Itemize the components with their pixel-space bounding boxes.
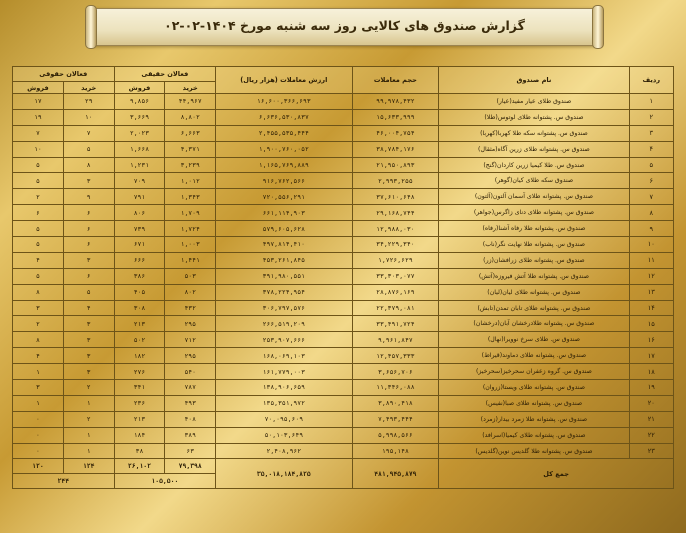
cell-legal-buy: ۳ <box>63 173 114 189</box>
cell-real-buy: ۸,۸۰۲ <box>165 109 216 125</box>
cell-real-buy: ۴۰۸ <box>165 411 216 427</box>
cell-real-buy: ۲۹۵ <box>165 316 216 332</box>
total-real-sell: ۲۶,۱۰۲ <box>114 459 165 474</box>
cell-fund-name: صندوق س. پشتوانه سکه طلا کهربا(کهربا) <box>439 125 629 141</box>
cell-trade-volume: ۳۳,۳۰۳,۰۷۷ <box>352 268 439 284</box>
cell-trade-volume: ۱۲,۹۸۸,۰۳۰ <box>352 221 439 237</box>
cell-legal-buy: ۶ <box>63 205 114 221</box>
cell-row-number: ۳ <box>629 125 673 141</box>
table-row <box>13 316 674 332</box>
cell-row-number: ۲۲ <box>629 427 673 443</box>
header-fund-name: نام صندوق <box>439 67 629 94</box>
cell-row-number: ۱۵ <box>629 316 673 332</box>
cell-real-buy: ۵۴۰ <box>165 364 216 380</box>
cell-row-number: ۹ <box>629 221 673 237</box>
header-real-sell: فروش <box>114 82 165 94</box>
cell-real-sell: ۸۰۶ <box>114 205 165 221</box>
cell-legal-buy: ۲۹ <box>63 94 114 110</box>
total-legal-sell: ۱۲۰ <box>13 459 64 474</box>
cell-legal-sell: ۶ <box>13 205 64 221</box>
cell-real-buy: ۸۰۲ <box>165 284 216 300</box>
cell-row-number: ۱۰ <box>629 237 673 253</box>
commodity-funds-table <box>12 66 674 489</box>
cell-row-number: ۱۷ <box>629 348 673 364</box>
cell-real-sell: ۷۰۹ <box>114 173 165 189</box>
cell-legal-sell: ۵ <box>13 173 64 189</box>
cell-real-buy: ۷۸۷ <box>165 380 216 396</box>
cell-fund-name: صندوق س. پشتوانه طلای لیان(لیان) <box>439 284 629 300</box>
cell-legal-sell: ۰ <box>13 427 64 443</box>
cell-trade-volume: ۱۵,۶۳۳,۹۹۹ <box>352 109 439 125</box>
cell-real-buy: ۴۴,۹۶۷ <box>165 94 216 110</box>
cell-legal-buy: ۷ <box>63 125 114 141</box>
cell-legal-buy: ۸ <box>63 157 114 173</box>
cell-fund-name: صندوق س. پشتوانه طلا گلدیس نوین(گلدیس) <box>439 443 629 459</box>
cell-fund-name: صندوق س. پشتوانه طلا نهایت نگر(ناب) <box>439 237 629 253</box>
cell-real-buy: ۱,۷۰۹ <box>165 205 216 221</box>
cell-trade-value: ۱۳۸,۹۰۶,۶۵۹ <box>216 380 352 396</box>
table-row <box>13 300 674 316</box>
cell-trade-volume: ۷,۴۹۳,۴۴۴ <box>352 411 439 427</box>
cell-real-buy: ۱,۳۴۳ <box>165 189 216 205</box>
cell-trade-value: ۳۷۸,۲۲۴,۹۵۴ <box>216 284 352 300</box>
cell-legal-sell: ۱۹ <box>13 109 64 125</box>
total-label: جمع کل <box>439 459 674 489</box>
header-legal-sell: فروش <box>13 82 64 94</box>
cell-trade-value: ۳۹۱,۹۸۰,۵۵۱ <box>216 268 352 284</box>
table-row <box>13 221 674 237</box>
cell-real-buy: ۶۳ <box>165 443 216 459</box>
cell-fund-name: صندوق س. پشتوانه طلا رفاه آشنا(رفاه) <box>439 221 629 237</box>
cell-legal-buy: ۱۰ <box>63 109 114 125</box>
total-volume: ۴۸۱,۹۴۵,۸۷۹ <box>352 459 439 489</box>
cell-trade-value: ۴۵۳,۲۶۱,۸۴۵ <box>216 252 352 268</box>
header-legal-buy: خرید <box>63 82 114 94</box>
cell-trade-volume: ۱۲,۴۵۷,۳۳۳ <box>352 348 439 364</box>
cell-real-buy: ۱,۰۰۳ <box>165 237 216 253</box>
cell-trade-volume: ۳۷,۶۱۰,۶۴۸ <box>352 189 439 205</box>
cell-real-buy: ۱,۴۴۱ <box>165 252 216 268</box>
cell-row-number: ۱۱ <box>629 252 673 268</box>
table-row <box>13 348 674 364</box>
cell-legal-buy: ۶ <box>63 221 114 237</box>
cell-real-sell: ۱,۲۳۱ <box>114 157 165 173</box>
cell-fund-name: صندوق س. طلای سرخ نوویرا(نهال) <box>439 332 629 348</box>
cell-row-number: ۱ <box>629 94 673 110</box>
cell-row-number: ۱۸ <box>629 364 673 380</box>
cell-legal-buy: ۲ <box>63 380 114 396</box>
cell-row-number: ۲۱ <box>629 411 673 427</box>
cell-legal-buy: ۱ <box>63 443 114 459</box>
cell-real-buy: ۳,۲۳۹ <box>165 157 216 173</box>
cell-legal-sell: ۳ <box>13 380 64 396</box>
table-row <box>13 395 674 411</box>
cell-legal-buy: ۱ <box>63 427 114 443</box>
cell-legal-buy: ۳ <box>63 332 114 348</box>
cell-legal-sell: ۱۷ <box>13 94 64 110</box>
cell-legal-sell: ۱۰ <box>13 141 64 157</box>
cell-row-number: ۶ <box>629 173 673 189</box>
cell-real-sell: ۳,۶۶۹ <box>114 109 165 125</box>
cell-row-number: ۸ <box>629 205 673 221</box>
cell-real-buy: ۴۳۲ <box>165 300 216 316</box>
cell-fund-name: صندوق س. پشتوانه طلا زمرد بیدار(زمرد) <box>439 411 629 427</box>
header-real-buy: خرید <box>165 82 216 94</box>
cell-trade-value: ۱۶۱,۷۷۹,۰۰۳ <box>216 364 352 380</box>
cell-legal-sell: ۸ <box>13 284 64 300</box>
cell-trade-value: ۱,۹۰۰,۷۶۰,۰۵۲ <box>216 141 352 157</box>
cell-legal-sell: ۱ <box>13 364 64 380</box>
cell-fund-name: صندوق س. طلا کیمیا زرین کاردان(گنج) <box>439 157 629 173</box>
total-value: ۳۵,۰۱۸,۱۸۴,۸۲۵ <box>216 459 352 489</box>
cell-real-sell: ۳۰۸ <box>114 300 165 316</box>
cell-legal-buy: ۲ <box>63 411 114 427</box>
header-real-traders: فعالان حقیقی <box>114 67 216 82</box>
cell-trade-volume: ۳۸,۷۸۴,۱۷۶ <box>352 141 439 157</box>
cell-legal-sell: ۲ <box>13 316 64 332</box>
cell-trade-value: ۶۶۱,۱۱۴,۹۰۳ <box>216 205 352 221</box>
table-row <box>13 109 674 125</box>
table-row <box>13 94 674 110</box>
cell-trade-volume: ۲۲,۳۷۹,۰۸۱ <box>352 300 439 316</box>
cell-fund-name: صندوق سکه طلای کیان(گوهر) <box>439 173 629 189</box>
table-row <box>13 252 674 268</box>
cell-trade-volume: ۲۸,۸۷۶,۱۶۹ <box>352 284 439 300</box>
cell-real-sell: ۲۷۶ <box>114 364 165 380</box>
cell-legal-buy: ۵ <box>63 284 114 300</box>
table-row <box>13 189 674 205</box>
cell-row-number: ۱۲ <box>629 268 673 284</box>
cell-real-buy: ۴۹۳ <box>165 395 216 411</box>
header-legal-traders: فعالان حقوقی <box>13 67 115 82</box>
cell-trade-volume: ۴۶,۰۰۴,۷۵۴ <box>352 125 439 141</box>
cell-row-number: ۲۰ <box>629 395 673 411</box>
cell-real-buy: ۳۸۹ <box>165 427 216 443</box>
cell-row-number: ۱۴ <box>629 300 673 316</box>
cell-fund-name: صندوق س. پشتوانه طلادرخشان آبان(درخشان) <box>439 316 629 332</box>
cell-fund-name: صندوق س. پشتوانه طلای دنای زاگرس(جواهر) <box>439 205 629 221</box>
cell-legal-buy: ۳ <box>63 252 114 268</box>
total-real-sum: ۱۰۵,۵۰۰ <box>114 474 216 489</box>
cell-legal-sell: ۱ <box>13 395 64 411</box>
table-row <box>13 443 674 459</box>
cell-real-sell: ۱۸۴ <box>114 427 165 443</box>
cell-real-buy: ۲۹۵ <box>165 348 216 364</box>
cell-row-number: ۷ <box>629 189 673 205</box>
cell-trade-value: ۲,۴۵۵,۵۳۵,۴۴۴ <box>216 125 352 141</box>
cell-trade-value: ۷۲۰,۵۵۶,۲۹۱ <box>216 189 352 205</box>
cell-legal-sell: ۰ <box>13 443 64 459</box>
table-row <box>13 364 674 380</box>
cell-trade-value: ۶,۶۳۶,۵۳۰,۸۳۷ <box>216 109 352 125</box>
cell-real-sell: ۵۰۲ <box>114 332 165 348</box>
cell-trade-volume: ۱,۷۲۶,۶۲۹ <box>352 252 439 268</box>
total-real-buy: ۷۹,۳۹۸ <box>165 459 216 474</box>
cell-fund-name: صندوق س. پشتوانه طلای ویستا(زروان) <box>439 380 629 396</box>
cell-fund-name: صندوق طلای عیار مفید(عیار) <box>439 94 629 110</box>
cell-trade-volume: ۹۹,۹۷۸,۴۳۲ <box>352 94 439 110</box>
table-row <box>13 332 674 348</box>
cell-real-buy: ۶,۶۶۳ <box>165 125 216 141</box>
cell-trade-volume: ۳,۶۵۶,۷۰۶ <box>352 364 439 380</box>
cell-legal-sell: ۴ <box>13 348 64 364</box>
cell-row-number: ۲۳ <box>629 443 673 459</box>
table-row <box>13 157 674 173</box>
cell-legal-sell: ۳ <box>13 300 64 316</box>
cell-legal-sell: ۵ <box>13 221 64 237</box>
cell-real-buy: ۵۰۳ <box>165 268 216 284</box>
cell-trade-value: ۹۱۶,۷۶۲,۵۶۶ <box>216 173 352 189</box>
cell-real-sell: ۷۹۱ <box>114 189 165 205</box>
cell-legal-sell: ۸ <box>13 332 64 348</box>
cell-fund-name: صندوق س. پشتوانه طلای زرین آگاه(مثقال) <box>439 141 629 157</box>
title-banner <box>91 8 598 46</box>
cell-trade-value: ۱۶۸,۰۶۹,۱۰۳ <box>216 348 352 364</box>
cell-trade-volume: ۳۳,۴۹۱,۷۲۴ <box>352 316 439 332</box>
cell-real-sell: ۳۴۱ <box>114 380 165 396</box>
header-row-number: ردیف <box>629 67 673 94</box>
cell-real-buy: ۱,۷۲۴ <box>165 221 216 237</box>
report-table-container <box>12 66 674 516</box>
cell-legal-sell: ۴ <box>13 252 64 268</box>
cell-fund-name: صندوق س. گروه زعفران سحرخیز(سحرخیز) <box>439 364 629 380</box>
cell-trade-value: ۱۶,۶۰۰,۳۶۶,۶۹۳ <box>216 94 352 110</box>
cell-legal-buy: ۳ <box>63 348 114 364</box>
cell-legal-sell: ۵ <box>13 237 64 253</box>
cell-fund-name: صندوق س. پشتوانه طلای صبا(نفیس) <box>439 395 629 411</box>
cell-trade-value: ۲۵۳,۹۰۷,۶۶۶ <box>216 332 352 348</box>
cell-trade-value: ۲۶۶,۵۱۹,۲۰۹ <box>216 316 352 332</box>
cell-row-number: ۵ <box>629 157 673 173</box>
table-row <box>13 237 674 253</box>
cell-trade-value: ۱,۱۶۵,۷۶۹,۸۸۹ <box>216 157 352 173</box>
cell-trade-value: ۳۰۶,۷۹۷,۵۷۶ <box>216 300 352 316</box>
header-value: ارزش معاملات (هزار ریال) <box>216 67 352 94</box>
cell-legal-buy: ۱ <box>63 395 114 411</box>
cell-trade-volume: ۲,۹۹۳,۲۵۵ <box>352 173 439 189</box>
cell-fund-name: صندوق س. پشتوانه طلا آتش فیروزه(آتش) <box>439 268 629 284</box>
cell-legal-sell: ۲ <box>13 189 64 205</box>
cell-trade-value: ۱۳۵,۳۵۱,۹۷۲ <box>216 395 352 411</box>
cell-fund-name: صندوق س. پشتوانه طلای کیمیا(اسرافد) <box>439 427 629 443</box>
cell-real-sell: ۴۰۵ <box>114 284 165 300</box>
cell-legal-buy: ۶ <box>63 237 114 253</box>
cell-fund-name: صندوق س. پشتوانه طلای آسمان آلتون(آلتون) <box>439 189 629 205</box>
page-title: گزارش صندوق های کالایی روز سه شنبه مورخ ۱۴۰۴-۰۲-۰۲ <box>164 18 525 33</box>
cell-trade-volume: ۱۹۵,۱۴۸ <box>352 443 439 459</box>
cell-row-number: ۴ <box>629 141 673 157</box>
cell-real-sell: ۲۱۳ <box>114 316 165 332</box>
cell-trade-volume: ۵,۹۹۸,۵۶۶ <box>352 427 439 443</box>
cell-row-number: ۱۶ <box>629 332 673 348</box>
total-legal-buy: ۱۲۴ <box>63 459 114 474</box>
cell-row-number: ۱۹ <box>629 380 673 396</box>
table-body <box>13 94 674 459</box>
cell-legal-buy: ۶ <box>63 268 114 284</box>
cell-real-buy: ۴,۳۷۱ <box>165 141 216 157</box>
table-row <box>13 125 674 141</box>
cell-fund-name: صندوق س. پشتوانه طلای دماوند(قیراط) <box>439 348 629 364</box>
cell-trade-value: ۲,۴۰۸,۹۶۲ <box>216 443 352 459</box>
table-row <box>13 205 674 221</box>
cell-real-sell: ۶۶۶ <box>114 252 165 268</box>
cell-legal-buy: ۳ <box>63 364 114 380</box>
table-row <box>13 411 674 427</box>
cell-legal-buy: ۳ <box>63 316 114 332</box>
cell-real-sell: ۶۷۱ <box>114 237 165 253</box>
cell-trade-volume: ۹,۹۶۱,۸۴۷ <box>352 332 439 348</box>
cell-legal-buy: ۴ <box>63 300 114 316</box>
table-row <box>13 284 674 300</box>
cell-real-sell: ۲۳۶ <box>114 395 165 411</box>
cell-trade-volume: ۱۱,۳۴۶,۰۸۸ <box>352 380 439 396</box>
table-row <box>13 427 674 443</box>
cell-real-sell: ۹,۸۵۶ <box>114 94 165 110</box>
cell-real-sell: ۱,۶۶۸ <box>114 141 165 157</box>
cell-real-sell: ۳۸ <box>114 443 165 459</box>
cell-trade-volume: ۳,۸۹۰,۴۱۸ <box>352 395 439 411</box>
cell-fund-name: صندوق س. پشتوانه طلای زرافشان(زر) <box>439 252 629 268</box>
cell-real-buy: ۷۱۲ <box>165 332 216 348</box>
cell-real-buy: ۱,۰۱۲ <box>165 173 216 189</box>
table-row <box>13 380 674 396</box>
cell-real-sell: ۱۸۲ <box>114 348 165 364</box>
cell-real-sell: ۲۱۳ <box>114 411 165 427</box>
cell-trade-volume: ۲۹,۱۶۸,۷۴۴ <box>352 205 439 221</box>
cell-legal-sell: ۵ <box>13 268 64 284</box>
cell-legal-buy: ۵ <box>63 141 114 157</box>
cell-row-number: ۱۳ <box>629 284 673 300</box>
cell-row-number: ۲ <box>629 109 673 125</box>
table-row <box>13 141 674 157</box>
cell-legal-buy: ۹ <box>63 189 114 205</box>
cell-real-sell: ۳۸۶ <box>114 268 165 284</box>
cell-real-sell: ۲,۰۲۳ <box>114 125 165 141</box>
cell-trade-value: ۵۰,۱۰۳,۶۴۹ <box>216 427 352 443</box>
cell-legal-sell: ۵ <box>13 157 64 173</box>
cell-trade-value: ۵۷۹,۶۰۵,۶۲۸ <box>216 221 352 237</box>
cell-legal-sell: ۰ <box>13 411 64 427</box>
table-row <box>13 173 674 189</box>
cell-fund-name: صندوق س. پشتوانه طلای تابان تمدن(تابش) <box>439 300 629 316</box>
table-row <box>13 268 674 284</box>
cell-trade-value: ۴۹۷,۸۱۴,۴۱۰ <box>216 237 352 253</box>
cell-fund-name: صندوق س. پشتوانه طلای لوتوس(طلا) <box>439 109 629 125</box>
header-volume: حجم معاملات <box>352 67 439 94</box>
cell-trade-value: ۷۰,۰۹۵,۶۰۹ <box>216 411 352 427</box>
cell-real-sell: ۷۳۹ <box>114 221 165 237</box>
cell-trade-volume: ۳۴,۲۲۹,۳۴۰ <box>352 237 439 253</box>
total-legal-sum: ۲۴۴ <box>13 474 115 489</box>
cell-legal-sell: ۷ <box>13 125 64 141</box>
cell-trade-volume: ۲۱,۹۵۰,۸۹۳ <box>352 157 439 173</box>
